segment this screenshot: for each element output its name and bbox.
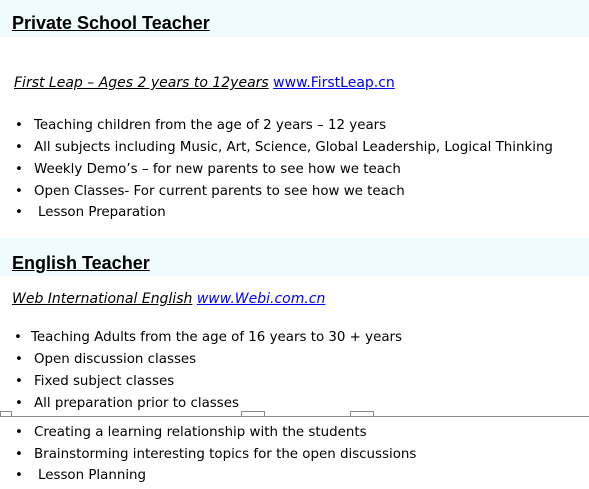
- list-item-text: Creating a learning relationship with the students: [34, 425, 367, 440]
- bullet-icon: •: [15, 425, 23, 440]
- list-item-text: Teaching Adults from the age of 16 years to 30 + years: [31, 330, 403, 345]
- bullet-icon: •: [15, 162, 23, 177]
- bullet-icon: •: [15, 352, 23, 367]
- list-item: [10, 444, 416, 466]
- bullet-icon: •: [15, 374, 23, 389]
- list-item-text: Weekly Demo’s – for new parents to see how we teach: [34, 162, 401, 177]
- bullet-icon: •: [15, 447, 23, 462]
- list-item-text: All subjects including Music, Art, Science, Global Leadership, Logical Thinking: [34, 140, 553, 155]
- bullet-icon: •: [15, 140, 23, 155]
- list-item: [10, 327, 402, 349]
- employer-name: Web International English: [12, 291, 193, 307]
- bullet-icon: •: [15, 205, 23, 220]
- employer-line-first-leap: [14, 75, 395, 91]
- section-title-english-teacher: English Teacher: [12, 253, 150, 273]
- employer-website-link[interactable]: www.FirstLeap.cn: [273, 75, 395, 91]
- ruler-marker: [350, 411, 374, 417]
- list-item: [10, 115, 553, 137]
- list-item-text: Fixed subject classes: [34, 374, 175, 389]
- list-item-text: Lesson Preparation: [38, 205, 166, 220]
- duties-list-english-teacher-continued: [10, 422, 416, 486]
- list-item: [10, 181, 553, 203]
- duties-list-private-school: [10, 115, 553, 223]
- employer-website-link[interactable]: www.Webi.com.cn: [196, 291, 326, 307]
- list-item: [10, 466, 416, 486]
- employer-line-webi: [12, 291, 325, 307]
- list-item-text: All preparation prior to classes: [34, 396, 239, 411]
- list-item: [10, 137, 553, 159]
- list-item-text: Open discussion classes: [34, 352, 197, 367]
- bullet-icon: •: [15, 184, 23, 199]
- list-item: [10, 422, 416, 444]
- ruler-marker: [0, 411, 12, 417]
- list-item-text: Teaching children from the age of 2 years – 12 years: [34, 118, 387, 133]
- ruler-marker: [241, 411, 265, 417]
- list-item-text: Open Classes- For current parents to see how we teach: [34, 184, 405, 199]
- list-item-text: Lesson Planning: [38, 468, 147, 483]
- list-item-text: Brainstorming interesting topics for the open discussions: [34, 447, 417, 462]
- bullet-icon: •: [15, 118, 23, 133]
- list-item: [10, 203, 553, 223]
- bullet-icon: •: [15, 396, 23, 411]
- bullet-icon: •: [15, 468, 23, 483]
- list-item: [10, 349, 402, 371]
- list-item: [10, 393, 402, 415]
- list-item: [10, 371, 402, 393]
- section-title-private-school: Private School Teacher: [12, 13, 210, 33]
- bullet-icon: •: [14, 330, 22, 345]
- list-item: [10, 159, 553, 181]
- duties-list-english-teacher: [10, 327, 402, 415]
- page-break-line: [0, 416, 589, 417]
- employer-name: First Leap – Ages 2 years to 12years: [14, 75, 269, 91]
